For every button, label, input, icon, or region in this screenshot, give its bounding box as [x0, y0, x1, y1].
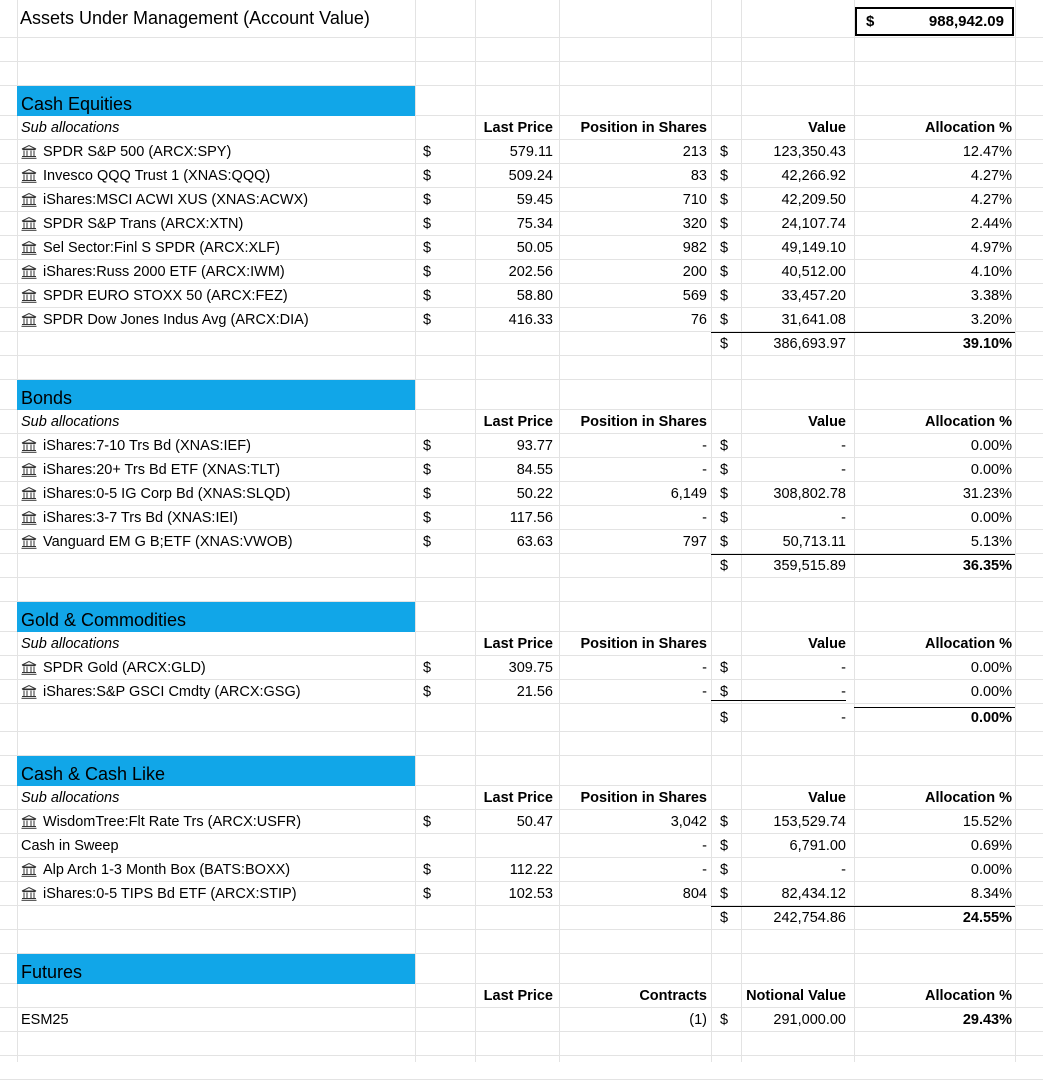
security-name-cell[interactable]	[17, 858, 415, 881]
last-price-cell[interactable]: 202.56	[508, 263, 553, 280]
dollar-sign[interactable]: $	[720, 263, 729, 280]
total-allocation-cell[interactable]: 39.10%	[962, 335, 1012, 352]
dollar-sign[interactable]: $	[720, 311, 729, 328]
holding-row	[0, 458, 1043, 482]
security-name-cell[interactable]	[17, 212, 415, 235]
col-header-position[interactable]: Position in Shares	[580, 413, 707, 430]
last-price-cell[interactable]: 579.11	[509, 143, 553, 160]
position-cell[interactable]: -	[702, 437, 707, 454]
section-title[interactable]: Bonds	[17, 380, 415, 410]
holding-row	[0, 656, 1043, 680]
sub-allocations-label[interactable]: Sub allocations	[21, 635, 120, 652]
security-name: Alp Arch 1-3 Month Box (BATS:BOXX)	[43, 861, 291, 878]
dollar-sign[interactable]: $	[720, 287, 729, 304]
position-cell[interactable]: 76	[690, 311, 707, 328]
dollar-sign[interactable]: $	[720, 437, 729, 454]
holding-row	[0, 140, 1043, 164]
holding-row	[0, 834, 1043, 858]
total-row	[0, 554, 1043, 578]
last-price-cell[interactable]: 50.22	[516, 485, 553, 502]
dollar-sign[interactable]: $	[720, 909, 729, 926]
empty-row	[0, 578, 1043, 602]
contracts-cell[interactable]: (1)	[689, 1011, 707, 1028]
value-cell[interactable]: 123,350.43	[773, 143, 846, 160]
position-cell[interactable]: 6,149	[670, 485, 707, 502]
dollar-sign[interactable]: $	[720, 461, 729, 478]
security-name: iShares:S&P GSCI Cmdty (ARCX:GSG)	[43, 683, 301, 700]
value-cell[interactable]: -	[841, 509, 846, 526]
last-price-cell[interactable]: 75.34	[516, 215, 553, 232]
sub-allocations-label[interactable]: Sub allocations	[21, 789, 120, 806]
dollar-sign[interactable]: $	[423, 533, 432, 550]
section-header-row	[0, 86, 1043, 116]
total-underline	[711, 700, 846, 701]
sub-allocations-label[interactable]: Sub allocations	[21, 413, 120, 430]
security-name-cell[interactable]	[17, 140, 415, 163]
dollar-sign[interactable]: $	[423, 437, 432, 454]
value-cell[interactable]: -	[841, 437, 846, 454]
holding-row	[0, 810, 1043, 834]
futures-name[interactable]: ESM25	[21, 1011, 69, 1028]
position-cell[interactable]: -	[702, 837, 707, 854]
bank-icon	[21, 145, 37, 159]
dollar-sign[interactable]: $	[720, 239, 729, 256]
allocation-cell[interactable]: 0.00%	[970, 437, 1012, 454]
last-price-cell[interactable]: 21.56	[516, 683, 553, 700]
security-name-cell[interactable]	[17, 236, 415, 259]
allocation-cell[interactable]: 12.47%	[962, 143, 1012, 160]
dollar-sign[interactable]: $	[720, 485, 729, 502]
security-name: SPDR Gold (ARCX:GLD)	[43, 659, 206, 676]
last-price-cell[interactable]: 117.56	[509, 509, 553, 526]
dollar-sign[interactable]: $	[720, 861, 729, 878]
total-value-cell[interactable]: 386,693.97	[773, 335, 846, 352]
dollar-sign[interactable]: $	[720, 167, 729, 184]
dollar-sign[interactable]: $	[720, 533, 729, 550]
empty-row	[0, 62, 1043, 86]
security-name: iShares:7-10 Trs Bd (XNAS:IEF)	[43, 437, 251, 454]
value-cell[interactable]: 31,641.08	[781, 311, 846, 328]
col-header-position[interactable]: Position in Shares	[580, 119, 707, 136]
total-allocation-cell[interactable]: 24.55%	[962, 909, 1012, 926]
dollar-sign[interactable]: $	[720, 659, 729, 676]
total-value-cell[interactable]: 242,754.86	[773, 909, 846, 926]
last-price-cell[interactable]: 309.75	[508, 659, 553, 676]
currency-symbol: $	[866, 13, 875, 30]
dollar-sign[interactable]: $	[720, 191, 729, 208]
bank-icon	[21, 863, 37, 877]
col-header-last-price[interactable]: Last Price	[483, 635, 553, 652]
security-name-cell[interactable]	[17, 810, 415, 833]
dollar-sign[interactable]: $	[423, 683, 432, 700]
dollar-sign[interactable]: $	[720, 335, 729, 352]
holding-row	[0, 260, 1043, 284]
value-cell[interactable]: 24,107.74	[781, 215, 846, 232]
page-title[interactable]: Assets Under Management (Account Value)	[20, 8, 370, 28]
security-name: iShares:0-5 IG Corp Bd (XNAS:SLQD)	[43, 485, 291, 502]
allocation-cell[interactable]: 0.69%	[970, 837, 1012, 854]
position-cell[interactable]: 3,042	[670, 813, 707, 830]
position-cell[interactable]: -	[702, 861, 707, 878]
last-price-cell[interactable]: 112.22	[509, 861, 553, 878]
dollar-sign[interactable]: $	[720, 837, 729, 854]
last-price-cell[interactable]: 63.63	[516, 533, 553, 550]
dollar-sign[interactable]: $	[720, 709, 729, 726]
allocation-cell[interactable]: 0.00%	[970, 461, 1012, 478]
value-cell[interactable]: -	[841, 683, 846, 700]
total-underline	[711, 332, 1015, 333]
security-name-cell[interactable]	[17, 458, 415, 481]
total-row	[0, 704, 1043, 732]
dollar-sign[interactable]: $	[423, 143, 432, 160]
total-value-cell[interactable]: 359,515.89	[773, 557, 846, 574]
col-header-value[interactable]: Value	[808, 789, 846, 806]
security-name: iShares:Russ 2000 ETF (ARCX:IWM)	[43, 263, 285, 280]
position-cell[interactable]: 804	[682, 885, 707, 902]
allocation-cell[interactable]: 5.13%	[970, 533, 1012, 550]
holding-row	[0, 284, 1043, 308]
bank-icon	[21, 241, 37, 255]
bank-icon	[21, 217, 37, 231]
total-underline	[854, 707, 1015, 708]
bank-icon	[21, 313, 37, 327]
dollar-sign[interactable]: $	[423, 813, 432, 830]
security-name-cell[interactable]	[17, 308, 415, 331]
security-name-cell[interactable]	[17, 680, 415, 703]
col-header-last-price[interactable]: Last Price	[483, 789, 553, 806]
holding-row	[0, 858, 1043, 882]
security-name-cell[interactable]	[17, 434, 415, 457]
dollar-sign[interactable]: $	[720, 215, 729, 232]
bank-icon	[21, 265, 37, 279]
total-row	[0, 906, 1043, 930]
bank-icon	[21, 535, 37, 549]
dollar-sign[interactable]: $	[423, 215, 432, 232]
empty-row	[0, 732, 1043, 756]
allocation-cell[interactable]: 0.00%	[970, 509, 1012, 526]
allocation-cell[interactable]: 2.44%	[970, 215, 1012, 232]
dollar-sign[interactable]: $	[423, 509, 432, 526]
security-name-cell[interactable]	[17, 164, 415, 187]
column-header-row	[0, 116, 1043, 140]
allocation-cell[interactable]: 4.10%	[970, 263, 1012, 280]
total-allocation-cell[interactable]: 36.35%	[962, 557, 1012, 574]
section-header-row	[0, 954, 1043, 984]
dollar-sign[interactable]: $	[720, 1011, 729, 1028]
allocation-cell[interactable]: 3.38%	[970, 287, 1012, 304]
allocation-cell[interactable]: 29.43%	[962, 1011, 1012, 1028]
last-price-cell[interactable]: 58.80	[516, 287, 553, 304]
dollar-sign[interactable]: $	[423, 191, 432, 208]
col-header-allocation[interactable]: Allocation %	[924, 789, 1012, 806]
empty-row	[0, 1056, 1043, 1080]
allocation-cell[interactable]: 0.00%	[970, 659, 1012, 676]
value-cell[interactable]: 153,529.74	[773, 813, 846, 830]
security-name: SPDR Dow Jones Indus Avg (ARCX:DIA)	[43, 311, 309, 328]
bank-icon	[21, 169, 37, 183]
security-name: iShares:20+ Trs Bd ETF (XNAS:TLT)	[43, 461, 281, 478]
column-header-row	[0, 786, 1043, 810]
column-header-row	[0, 632, 1043, 656]
total-allocation-cell[interactable]: 0.00%	[970, 709, 1012, 726]
dollar-sign[interactable]: $	[720, 683, 729, 700]
value-cell[interactable]: 308,802.78	[773, 485, 846, 502]
position-cell[interactable]: -	[702, 659, 707, 676]
holding-row	[0, 482, 1043, 506]
value-cell[interactable]: 6,791.00	[789, 837, 846, 854]
total-value-cell[interactable]: -	[841, 709, 846, 726]
last-price-cell[interactable]: 50.47	[516, 813, 553, 830]
value-cell[interactable]: 50,713.11	[782, 533, 846, 550]
holding-row	[0, 506, 1043, 530]
allocation-cell[interactable]: 3.20%	[970, 311, 1012, 328]
section-header-row	[0, 756, 1043, 786]
security-name: SPDR S&P 500 (ARCX:SPY)	[43, 143, 232, 160]
security-name-cell[interactable]	[17, 882, 415, 905]
value-cell[interactable]: 42,209.50	[781, 191, 846, 208]
value-cell[interactable]: -	[841, 861, 846, 878]
holding-row	[0, 882, 1043, 906]
security-name: SPDR S&P Trans (ARCX:XTN)	[43, 215, 244, 232]
last-price-cell[interactable]: 509.24	[508, 167, 553, 184]
dollar-sign[interactable]: $	[720, 885, 729, 902]
col-header-allocation[interactable]: Allocation %	[924, 635, 1012, 652]
position-cell[interactable]: -	[702, 509, 707, 526]
dollar-sign[interactable]: $	[423, 885, 432, 902]
allocation-cell[interactable]: 4.97%	[970, 239, 1012, 256]
security-name: iShares:MSCI ACWI XUS (XNAS:ACWX)	[43, 191, 309, 208]
dollar-sign[interactable]: $	[423, 287, 432, 304]
col-header-last-price[interactable]: Last Price	[483, 119, 553, 136]
empty-row	[0, 356, 1043, 380]
total-underline	[711, 906, 1015, 907]
security-name-cell[interactable]	[17, 834, 415, 857]
dollar-sign[interactable]: $	[423, 167, 432, 184]
value-cell[interactable]: 33,457.20	[781, 287, 846, 304]
last-price-cell[interactable]: 50.05	[516, 239, 553, 256]
section-title[interactable]: Futures	[17, 954, 415, 984]
futures-row	[0, 1008, 1043, 1032]
security-name-cell[interactable]	[17, 506, 415, 529]
security-name-cell[interactable]	[17, 188, 415, 211]
section-header-row	[0, 380, 1043, 410]
security-name: Sel Sector:Finl S SPDR (ARCX:XLF)	[43, 239, 280, 256]
position-cell[interactable]: 797	[682, 533, 707, 550]
security-name-cell[interactable]	[17, 482, 415, 505]
bank-icon	[21, 815, 37, 829]
allocation-cell[interactable]: 4.27%	[970, 191, 1012, 208]
total-row	[0, 332, 1043, 356]
total-underline	[711, 554, 1015, 555]
value-cell[interactable]: 40,512.00	[781, 263, 846, 280]
holding-row	[0, 212, 1043, 236]
holding-row	[0, 530, 1043, 554]
col-header-value[interactable]: Value	[808, 413, 846, 430]
position-cell[interactable]: 569	[682, 287, 707, 304]
section-title[interactable]: Cash & Cash Like	[17, 756, 415, 786]
bank-icon	[21, 661, 37, 675]
value-cell[interactable]: 49,149.10	[781, 239, 846, 256]
dollar-sign[interactable]: $	[423, 485, 432, 502]
security-name: Vanguard EM G B;ETF (XNAS:VWOB)	[43, 533, 293, 550]
bank-icon	[21, 685, 37, 699]
bank-icon	[21, 511, 37, 525]
position-cell[interactable]: -	[702, 461, 707, 478]
security-name: Invesco QQQ Trust 1 (XNAS:QQQ)	[43, 167, 271, 184]
value-cell[interactable]: 82,434.12	[781, 885, 846, 902]
security-name-cell[interactable]	[17, 656, 415, 679]
section-title[interactable]: Cash Equities	[17, 86, 415, 116]
bank-icon	[21, 193, 37, 207]
security-name: iShares:0-5 TIPS Bd ETF (ARCX:STIP)	[43, 885, 297, 902]
empty-row	[0, 930, 1043, 954]
aum-total-box[interactable]	[855, 7, 1014, 36]
column-header-row	[0, 410, 1043, 434]
holding-row	[0, 164, 1043, 188]
position-cell[interactable]: 83	[690, 167, 707, 184]
dollar-sign[interactable]: $	[423, 659, 432, 676]
col-header-last-price[interactable]: Last Price	[483, 413, 553, 430]
dollar-sign[interactable]: $	[720, 143, 729, 160]
col-header-last-price[interactable]: Last Price	[483, 987, 553, 1004]
col-header-allocation[interactable]: Allocation %	[924, 987, 1012, 1004]
security-name: SPDR EURO STOXX 50 (ARCX:FEZ)	[43, 287, 288, 304]
last-price-cell[interactable]: 84.55	[516, 461, 553, 478]
position-cell[interactable]: 710	[682, 191, 707, 208]
empty-row	[0, 1032, 1043, 1056]
security-name: WisdomTree:Flt Rate Trs (ARCX:USFR)	[43, 813, 302, 830]
col-header-value[interactable]: Value	[808, 635, 846, 652]
empty-row	[0, 38, 1043, 62]
col-header-notional[interactable]: Notional Value	[746, 987, 846, 1004]
holding-row	[0, 434, 1043, 458]
bank-icon	[21, 463, 37, 477]
allocation-cell[interactable]: 8.34%	[970, 885, 1012, 902]
dollar-sign[interactable]: $	[720, 813, 729, 830]
col-header-position[interactable]: Position in Shares	[580, 635, 707, 652]
security-name-cell[interactable]	[17, 530, 415, 553]
bank-icon	[21, 289, 37, 303]
dollar-sign[interactable]: $	[720, 557, 729, 574]
holding-row	[0, 236, 1043, 260]
dollar-sign[interactable]: $	[423, 461, 432, 478]
notional-cell[interactable]: 291,000.00	[773, 1011, 846, 1028]
value-cell[interactable]: -	[841, 659, 846, 676]
col-header-allocation[interactable]: Allocation %	[924, 119, 1012, 136]
aum-total-value: 988,942.09	[928, 13, 1004, 30]
bank-icon	[21, 487, 37, 501]
sub-allocations-label[interactable]: Sub allocations	[21, 119, 120, 136]
section-title[interactable]: Gold & Commodities	[17, 602, 415, 632]
position-cell[interactable]: 213	[682, 143, 707, 160]
holding-row	[0, 308, 1043, 332]
position-cell[interactable]: 982	[682, 239, 707, 256]
holding-row	[0, 680, 1043, 704]
allocation-cell[interactable]: 0.00%	[970, 683, 1012, 700]
position-cell[interactable]: -	[702, 683, 707, 700]
allocation-cell[interactable]: 15.52%	[962, 813, 1012, 830]
position-cell[interactable]: 200	[682, 263, 707, 280]
bank-icon	[21, 887, 37, 901]
column-header-row	[0, 984, 1043, 1008]
section-header-row	[0, 602, 1043, 632]
dollar-sign[interactable]: $	[423, 861, 432, 878]
col-header-allocation[interactable]: Allocation %	[924, 413, 1012, 430]
dollar-sign[interactable]: $	[423, 263, 432, 280]
last-price-cell[interactable]: 416.33	[508, 311, 553, 328]
col-header-value[interactable]: Value	[808, 119, 846, 136]
dollar-sign[interactable]: $	[720, 509, 729, 526]
col-header-contracts[interactable]: Contracts	[639, 987, 707, 1004]
dollar-sign[interactable]: $	[423, 311, 432, 328]
allocation-cell[interactable]: 0.00%	[970, 861, 1012, 878]
allocation-cell[interactable]: 31.23%	[962, 485, 1012, 502]
last-price-cell[interactable]: 93.77	[516, 437, 553, 454]
last-price-cell[interactable]: 102.53	[508, 885, 553, 902]
security-name-cell[interactable]	[17, 284, 415, 307]
security-name: iShares:3-7 Trs Bd (XNAS:IEI)	[43, 509, 239, 526]
dollar-sign[interactable]: $	[423, 239, 432, 256]
position-cell[interactable]: 320	[682, 215, 707, 232]
bank-icon	[21, 439, 37, 453]
allocation-cell[interactable]: 4.27%	[970, 167, 1012, 184]
last-price-cell[interactable]: 59.45	[516, 191, 553, 208]
security-name-cell[interactable]	[17, 260, 415, 283]
security-name: Cash in Sweep	[21, 837, 119, 854]
holding-row	[0, 188, 1043, 212]
col-header-position[interactable]: Position in Shares	[580, 789, 707, 806]
value-cell[interactable]: 42,266.92	[781, 167, 846, 184]
value-cell[interactable]: -	[841, 461, 846, 478]
